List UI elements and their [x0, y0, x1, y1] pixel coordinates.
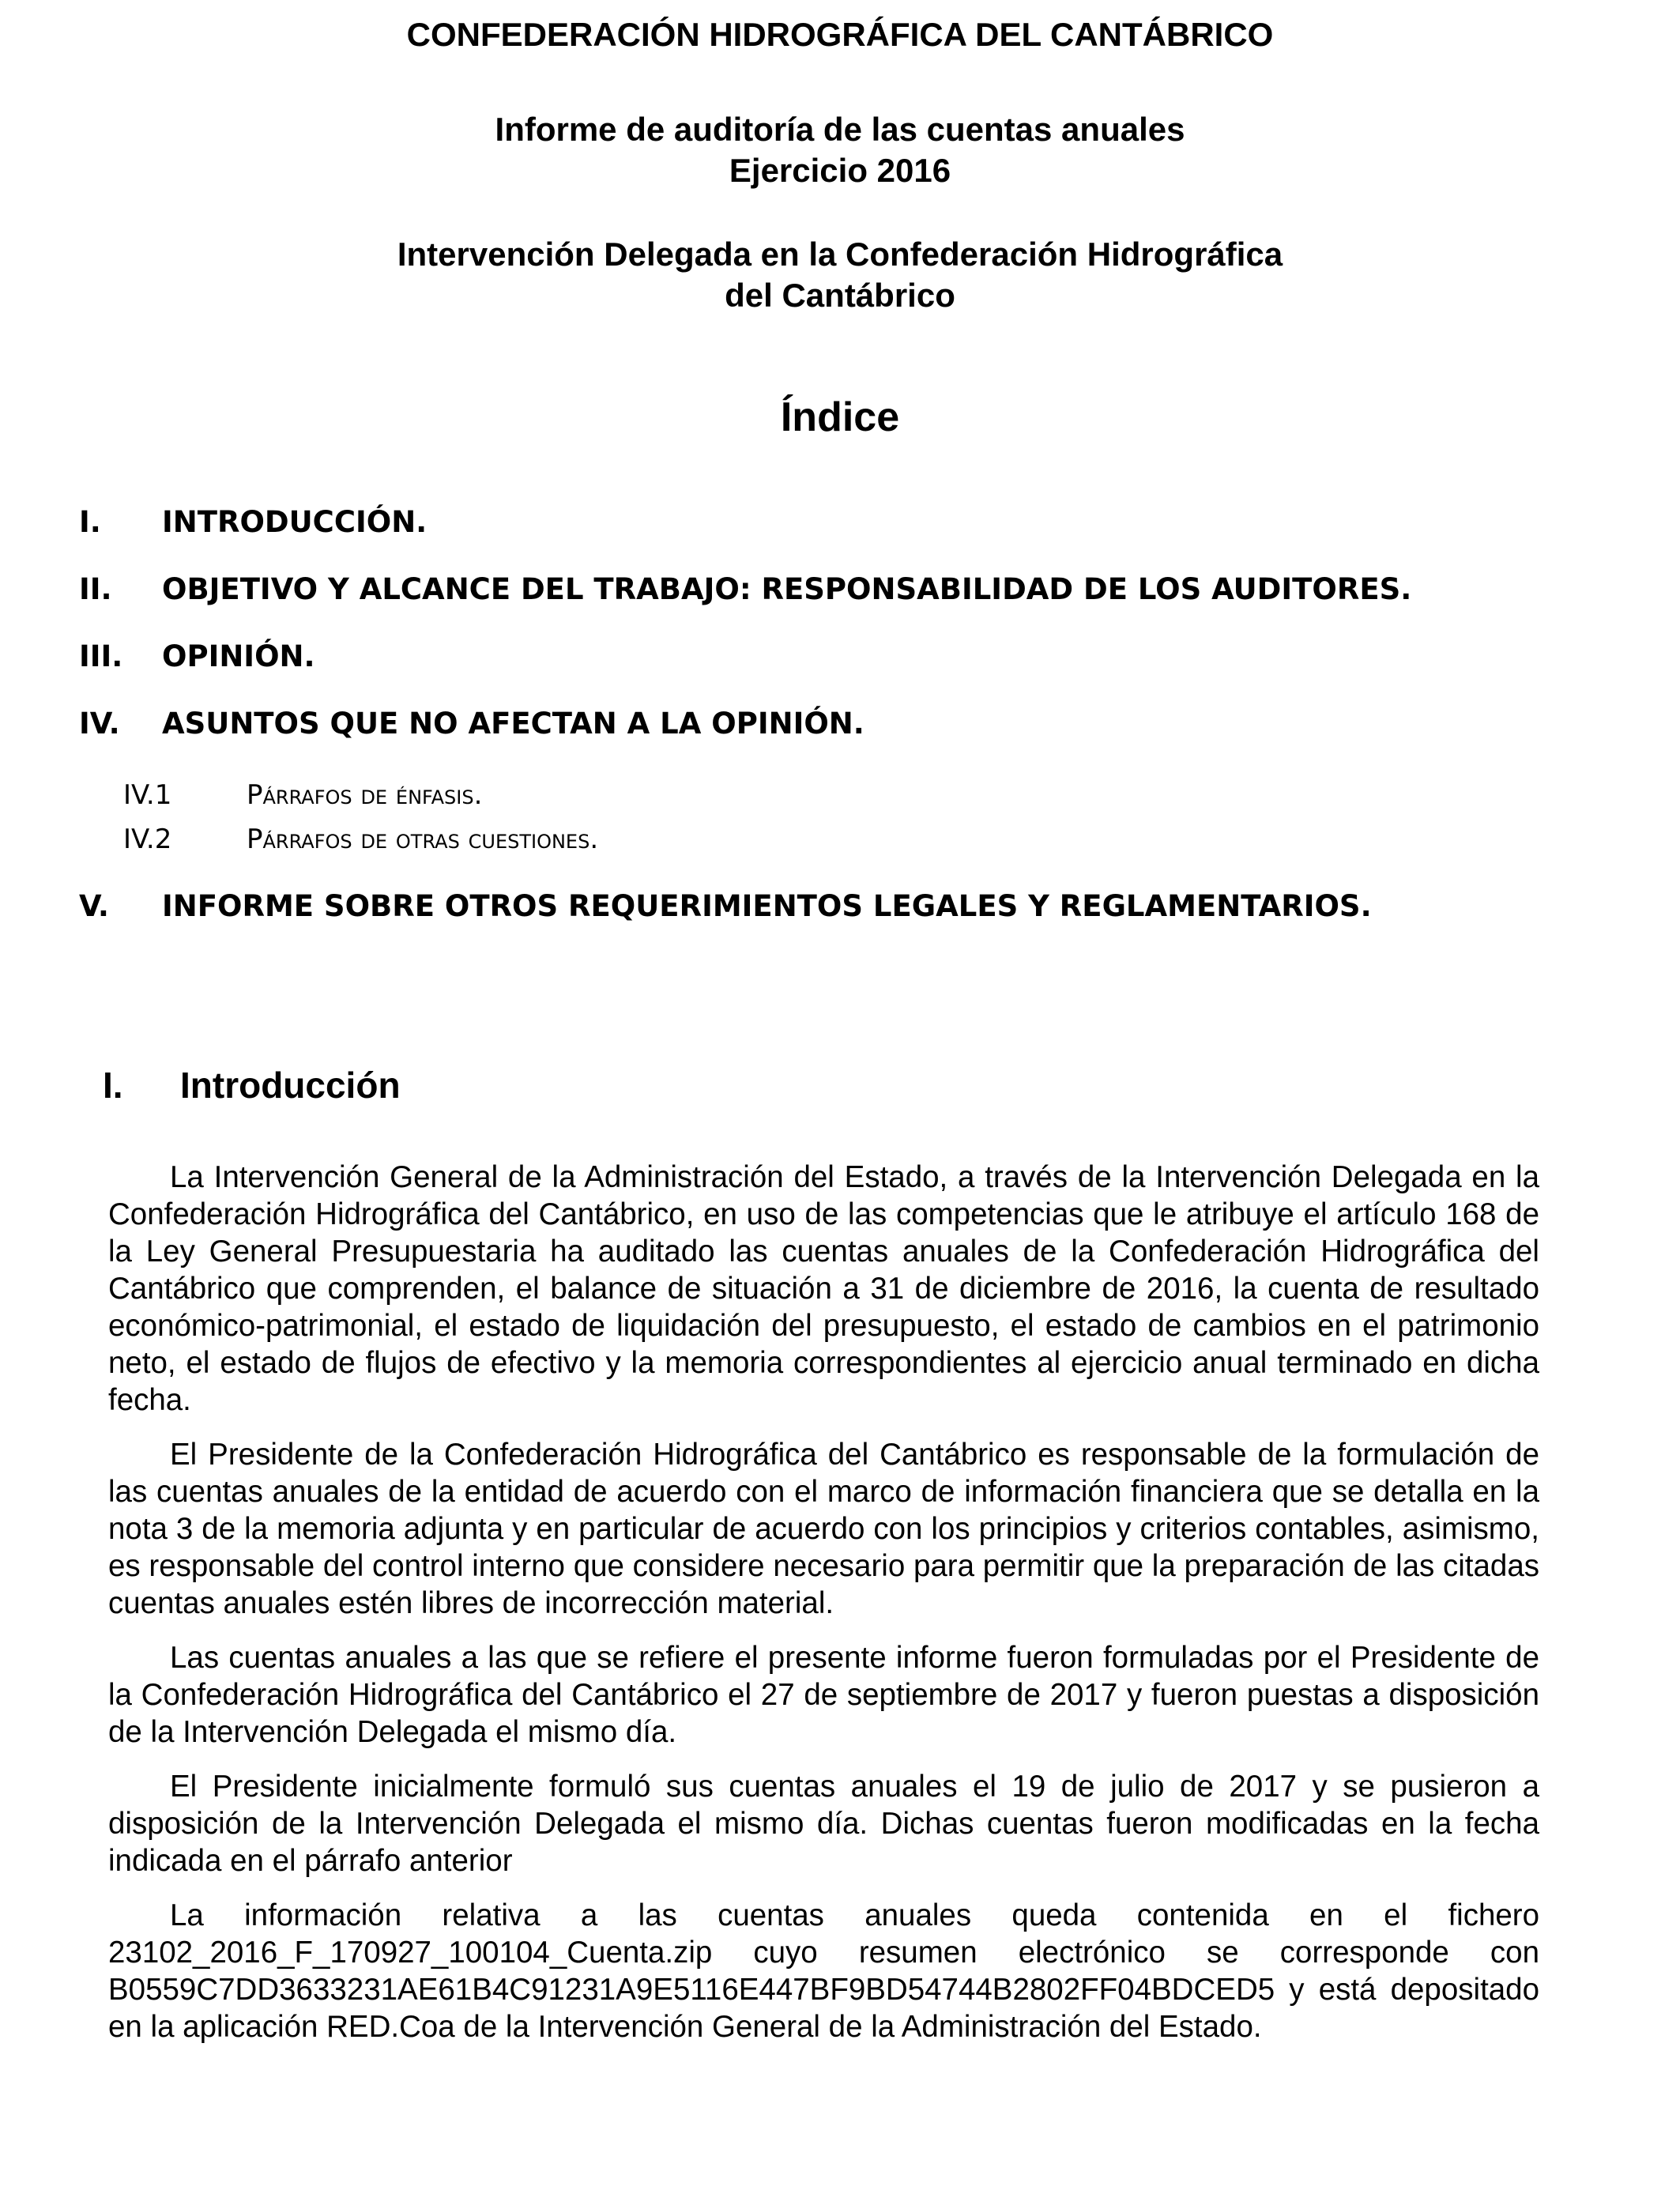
- toc-item-number: IV.: [79, 707, 120, 741]
- toc-subitem-label: Párrafos de énfasis.: [247, 779, 483, 811]
- toc-item-number: II.: [79, 572, 112, 606]
- report-title: Informe de auditoría de las cuentas anuales: [495, 111, 1185, 148]
- toc-subitem-number: IV.2: [123, 824, 172, 855]
- report-year: Ejercicio 2016: [729, 152, 951, 189]
- toc-item-number: III.: [79, 639, 123, 673]
- toc-item-label: INFORME SOBRE OTROS REQUERIMIENTOS LEGALES Y REGLAMENTARIOS.: [162, 889, 1372, 923]
- index-title: Índice: [780, 394, 900, 440]
- authority-line-1: Intervención Delegada en la Confederación Hidrográfica: [397, 236, 1283, 273]
- toc-item-label: OBJETIVO Y ALCANCE DEL TRABAJO: RESPONSABILIDAD DE LOS AUDITORES.: [162, 572, 1412, 606]
- toc-subitem-number: IV.1: [123, 779, 172, 811]
- toc-item-label: OPINIÓN.: [162, 639, 315, 673]
- paragraph: El Presidente de la Confederación Hidrográfica del Cantábrico es responsable de la formulación de las cuentas anuales de la entidad de acuerdo con el marco de información financiera que se detalla en la nota 3 de la memoria adjunta y en particular de acuerdo con los principios y criterios contables, asimismo, es responsable del control interno que considere necesario para permitir que la preparación de las citadas cuentas anuales estén libres de incorrección material.: [108, 1438, 1539, 1620]
- org-title: CONFEDERACIÓN HIDROGRÁFICA DEL CANTÁBRICO: [406, 16, 1274, 53]
- section-body: [108, 1159, 1539, 2063]
- toc-subitem-label: Párrafos de otras cuestiones.: [247, 824, 599, 855]
- paragraph: La información relativa a las cuentas anuales queda contenida en el fichero 23102_2016_F_170927_100104_Cuenta.zip cuyo resumen electrónico se corresponde con B0559C7DD3633231AE61B4C91231A9E5116E447BF9BD54744B2802FF04BDCED5 y está depositado en la aplicación RED.Coa de la Intervención General de la Administración del Estado.: [108, 1898, 1539, 2044]
- toc-item-label: ASUNTOS QUE NO AFECTAN A LA OPINIÓN.: [162, 707, 864, 741]
- toc-item-label: INTRODUCCIÓN.: [162, 505, 428, 539]
- paragraph: Las cuentas anuales a las que se refiere el presente informe fueron formuladas por el Presidente de la Confederación Hidrográfica del Cantábrico el 27 de septiembre de 2017 y fueron puestas a disposición de la Intervención Delegada el mismo día.: [108, 1641, 1539, 1749]
- paragraph: El Presidente inicialmente formuló sus cuentas anuales el 19 de julio de 2017 y se pusieron a disposición de la Intervención Delegada el mismo día. Dichas cuentas fueron modificadas en la fecha indicada en el párrafo anterior: [108, 1770, 1539, 1878]
- section-number: I.: [103, 1065, 123, 1106]
- paragraph: La Intervención General de la Administración del Estado, a través de la Intervención Delegada en la Confederación Hidrográfica del Cantábrico, en uso de las competencias que le atribuye el artículo 168 de la Ley General Presupuestaria ha auditado las cuentas anuales de la Confederación Hidrográfica del Cantábrico que comprenden, el balance de situación a 31 de diciembre de 2016, la cuenta de resultado económico-patrimonial, el estado de liquidación del presupuesto, el estado de cambios en el patrimonio neto, el estado de flujos de efectivo y la memoria correspondientes al ejercicio anual terminado en dicha fecha.: [108, 1160, 1539, 1417]
- toc-item-number: I.: [79, 505, 101, 539]
- toc-item-number: V.: [79, 889, 109, 923]
- authority-line-2: del Cantábrico: [725, 277, 955, 314]
- section-title: Introducción: [180, 1065, 401, 1106]
